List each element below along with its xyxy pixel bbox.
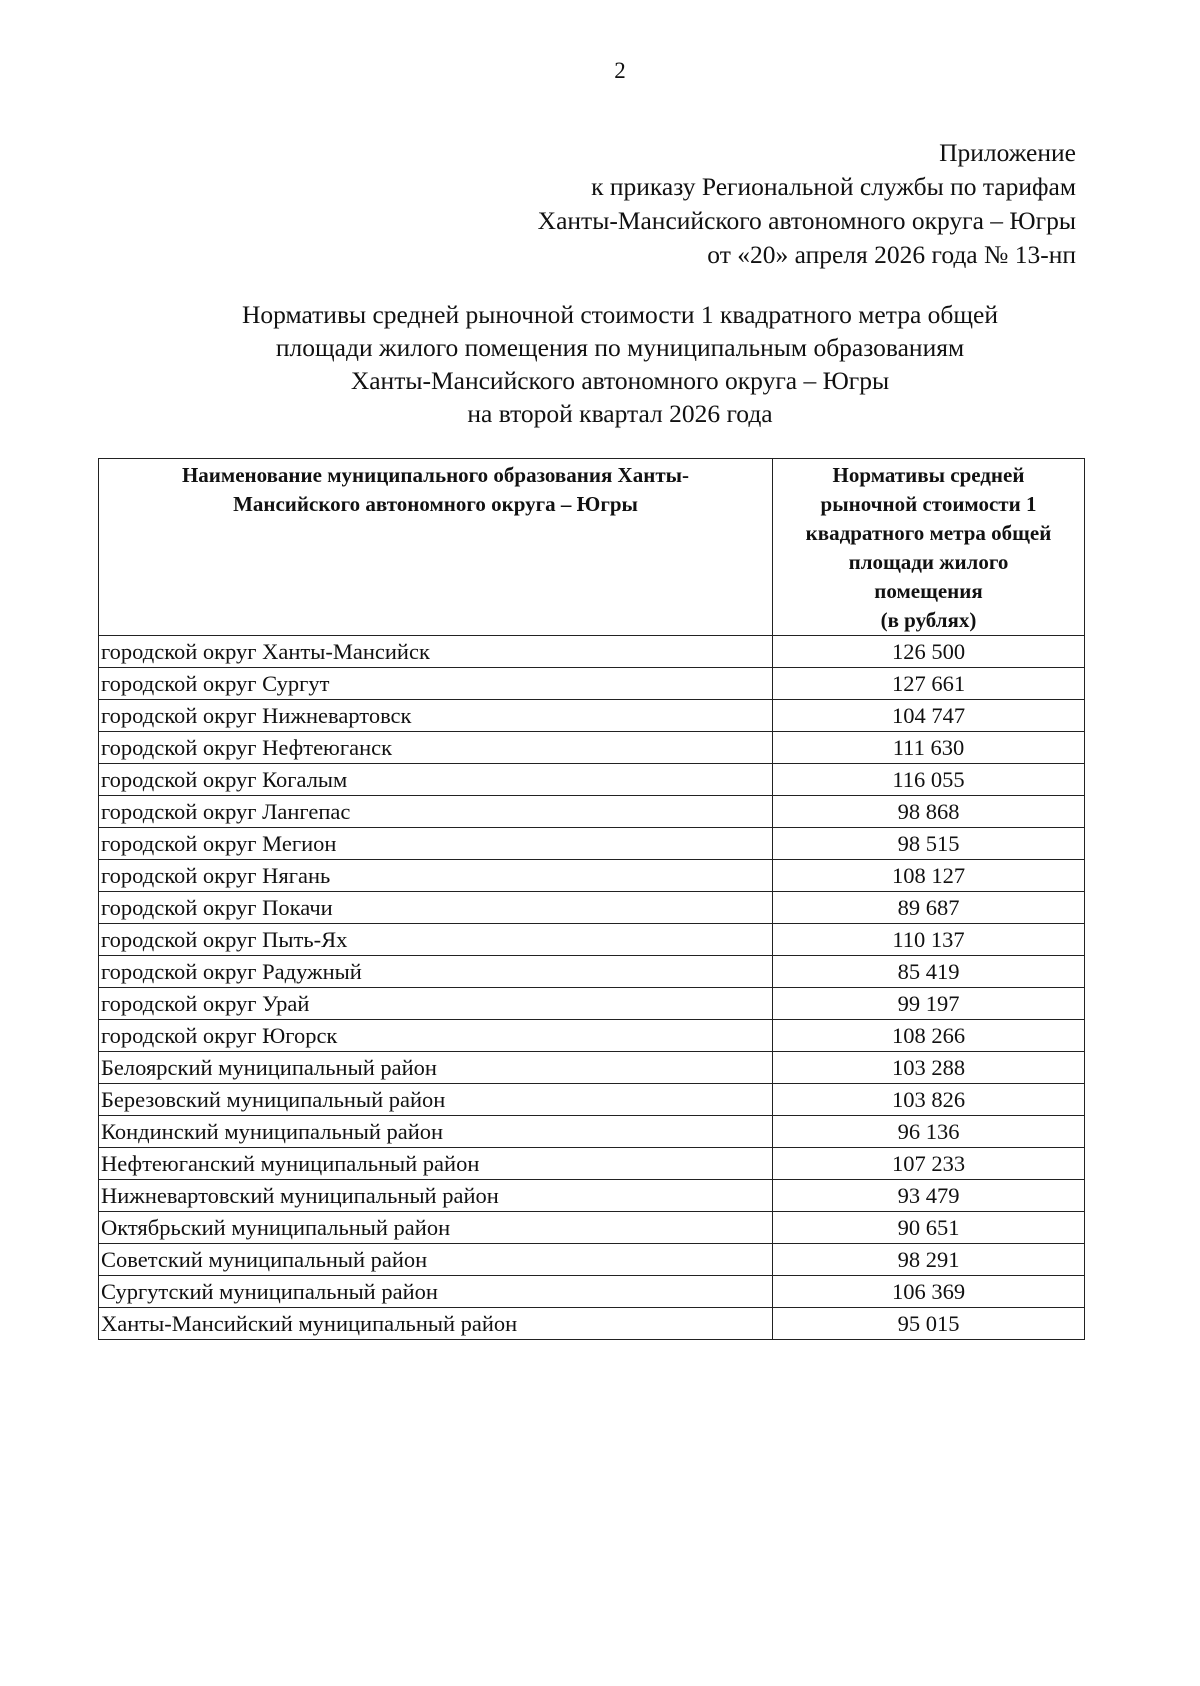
norm-value: 108 266 (773, 1020, 1085, 1052)
municipality-name: городской округ Югорск (99, 1020, 773, 1052)
norm-value: 110 137 (773, 924, 1085, 956)
table-row (99, 1212, 1085, 1244)
norm-value: 108 127 (773, 860, 1085, 892)
table-row (99, 796, 1085, 828)
table-row (99, 1020, 1085, 1052)
norm-value: 116 055 (773, 764, 1085, 796)
municipality-name: Сургутский муниципальный район (99, 1276, 773, 1308)
norm-value: 127 661 (773, 668, 1085, 700)
document-title (40, 298, 1200, 430)
header-line: Наименование муниципального образования Ханты- (181, 463, 690, 487)
table-row (99, 732, 1085, 764)
table-row (99, 1116, 1085, 1148)
table-row (99, 700, 1085, 732)
municipality-name: Октябрьский муниципальный район (99, 1212, 773, 1244)
norm-value: 103 288 (773, 1052, 1085, 1084)
norm-value: 103 826 (773, 1084, 1085, 1116)
municipality-name: городской округ Пыть-Ях (99, 924, 773, 956)
table-row (99, 1180, 1085, 1212)
norm-value: 96 136 (773, 1116, 1085, 1148)
municipality-name: Нефтеюганский муниципальный район (99, 1148, 773, 1180)
table-row (99, 1052, 1085, 1084)
municipality-name: городской округ Покачи (99, 892, 773, 924)
header-line: площади жилого (848, 550, 1009, 574)
municipality-name: городской округ Ханты-Мансийск (99, 636, 773, 668)
municipality-name: городской округ Когалым (99, 764, 773, 796)
norm-value: 98 291 (773, 1244, 1085, 1276)
table-row (99, 892, 1085, 924)
header-line: помещения (874, 579, 983, 603)
appendix-line: Приложение (939, 138, 1076, 167)
table-row (99, 1244, 1085, 1276)
norm-value: 126 500 (773, 636, 1085, 668)
municipality-name: Березовский муниципальный район (99, 1084, 773, 1116)
table-row (99, 1276, 1085, 1308)
municipality-name: городской округ Сургут (99, 668, 773, 700)
norm-value: 111 630 (773, 732, 1085, 764)
appendix-line: от «20» апреля 2026 года № 13-нп (707, 240, 1076, 269)
table-header-row (99, 459, 1085, 636)
title-line: площади жилого помещения по муниципальным образованиям (275, 333, 965, 362)
norm-value: 85 419 (773, 956, 1085, 988)
table-row (99, 924, 1085, 956)
header-norm-value (773, 459, 1085, 636)
municipality-name: городской округ Нефтеюганск (99, 732, 773, 764)
appendix-block (538, 136, 1076, 272)
municipality-name: Ханты-Мансийский муниципальный район (99, 1308, 773, 1340)
table-row (99, 1084, 1085, 1116)
norms-table (98, 458, 1085, 1340)
norm-value: 98 515 (773, 828, 1085, 860)
header-municipality (99, 459, 773, 636)
municipality-name: городской округ Лангепас (99, 796, 773, 828)
title-line: Ханты-Мансийского автономного округа – Югры (350, 366, 890, 395)
table-row (99, 860, 1085, 892)
municipality-name: городской округ Мегион (99, 828, 773, 860)
header-line: Нормативы средней (832, 463, 1025, 487)
header-line: квадратного метра общей (805, 521, 1052, 545)
table-row (99, 1308, 1085, 1340)
norm-value: 106 369 (773, 1276, 1085, 1308)
header-line: (в рублях) (880, 608, 977, 632)
table-row (99, 956, 1085, 988)
municipality-name: городской округ Нижневартовск (99, 700, 773, 732)
title-line: на второй квартал 2026 года (467, 399, 773, 428)
municipality-name: Белоярский муниципальный район (99, 1052, 773, 1084)
municipality-name: Кондинский муниципальный район (99, 1116, 773, 1148)
municipality-name: городской округ Нягань (99, 860, 773, 892)
page-number: 2 (614, 58, 626, 83)
table-row (99, 764, 1085, 796)
norm-value: 95 015 (773, 1308, 1085, 1340)
header-line: рыночной стоимости 1 (820, 492, 1037, 516)
norm-value: 107 233 (773, 1148, 1085, 1180)
title-line: Нормативы средней рыночной стоимости 1 квадратного метра общей (242, 300, 998, 329)
municipality-name: Нижневартовский муниципальный район (99, 1180, 773, 1212)
appendix-line: Ханты-Мансийского автономного округа – Югры (537, 206, 1076, 235)
norm-value: 104 747 (773, 700, 1085, 732)
table-row (99, 636, 1085, 668)
table-row (99, 1148, 1085, 1180)
norm-value: 99 197 (773, 988, 1085, 1020)
norm-value: 98 868 (773, 796, 1085, 828)
norm-value: 89 687 (773, 892, 1085, 924)
table-row (99, 668, 1085, 700)
norm-value: 93 479 (773, 1180, 1085, 1212)
norm-value: 90 651 (773, 1212, 1085, 1244)
appendix-line: к приказу Региональной службы по тарифам (591, 172, 1076, 201)
header-line: Мансийского автономного округа – Югры (233, 492, 638, 516)
table-row (99, 828, 1085, 860)
table-row (99, 988, 1085, 1020)
municipality-name: Советский муниципальный район (99, 1244, 773, 1276)
municipality-name: городской округ Урай (99, 988, 773, 1020)
municipality-name: городской округ Радужный (99, 956, 773, 988)
